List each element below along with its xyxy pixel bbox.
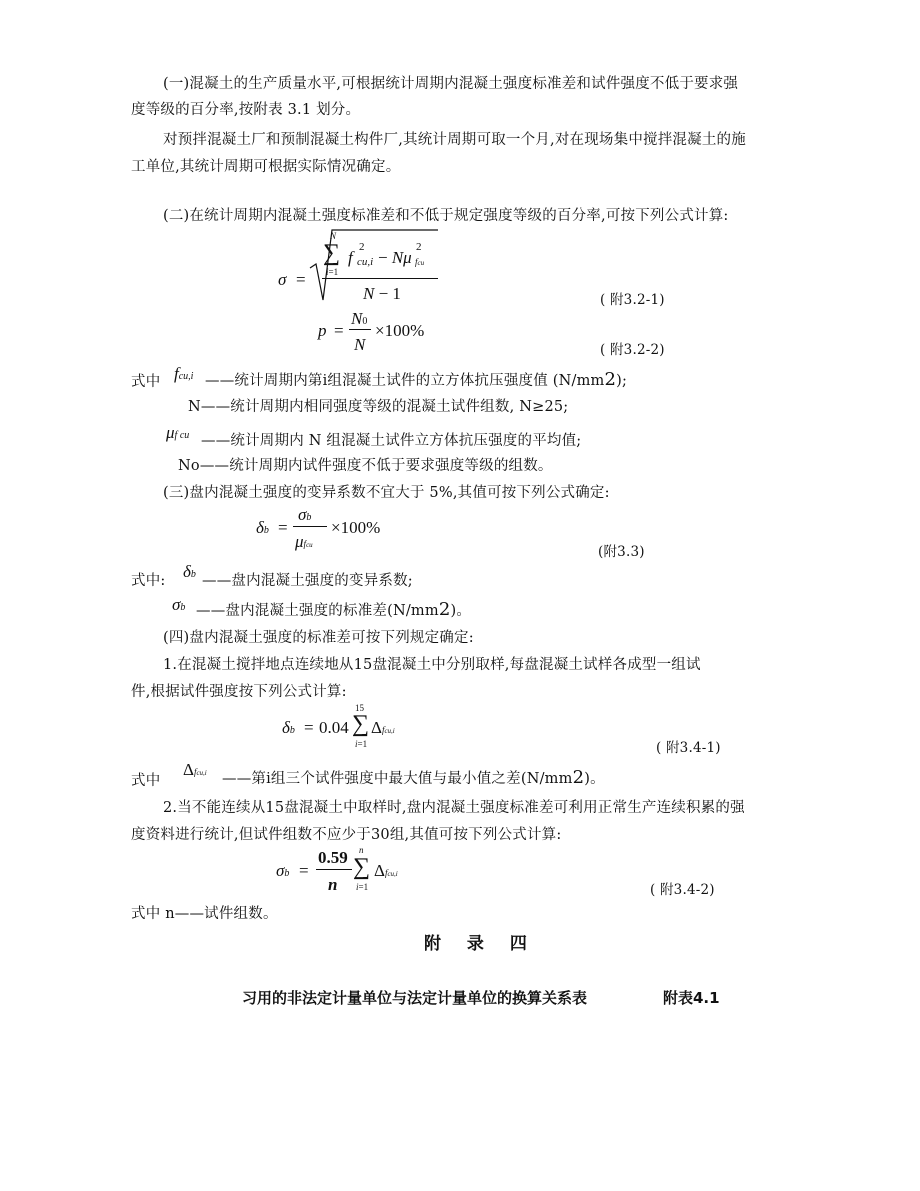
table-title: 习用的非法定计量单位与法定计量单位的换算关系表 <box>242 989 588 1007</box>
definition-prefix-2: 式中: <box>131 573 166 589</box>
paragraph-4: (三)盘内混凝土强度的变异系数不宜大于 5%,其值可按下列公式确定: <box>163 485 610 501</box>
equation-label-3-4-1: ( 附3.4-1) <box>656 740 721 756</box>
definition-N: N——统计周期内相同强度等级的混凝土试件组数, N≥25; <box>188 399 569 415</box>
equation-label-3-3: (附3.3) <box>598 544 645 560</box>
equation-label-3-2-1: ( 附3.2-1) <box>600 292 665 308</box>
table-number: 附表4.1 <box>663 989 720 1007</box>
paragraph-6-line-1: 1.在混凝土搅拌地点连续地从15盘混凝土中分别取样,每盘混凝土试样各成型一组试 <box>163 657 701 673</box>
definition-n: 式中 n——试件组数。 <box>131 906 278 922</box>
paragraph-1-line-1: (一)混凝土的生产质量水平,可根据统计周期内混凝土强度标准差和试件强度不低于要求强 <box>163 76 739 92</box>
definition-N0: No——统计周期内试件强度不低于要求强度等级的组数。 <box>178 458 553 474</box>
equation-label-3-2-2: ( 附3.2-2) <box>600 342 665 358</box>
paragraph-7-line-2: 度资料进行统计,但试件组数不应少于30组,其值可按下列公式计算: <box>131 827 562 843</box>
symbol-delta-b: δb <box>183 562 196 581</box>
appendix-title: 附 录 四 <box>424 934 537 954</box>
paragraph-3: (二)在统计周期内混凝土强度标准差和不低于规定强度等级的百分率,可按下列公式计算: <box>163 208 729 224</box>
paragraph-2-line-1: 对预拌混凝土厂和预制混凝土构件厂,其统计周期可取一个月,对在现场集中搅拌混凝土的施 <box>163 132 746 148</box>
symbol-fcu-i: fcu,i <box>174 364 194 383</box>
definition-prefix-1: 式中 <box>131 374 161 390</box>
symbol-mu-fcu: μf cu <box>166 423 190 442</box>
paragraph-7-line-1: 2.当不能连续从15盘混凝土中取样时,盘内混凝土强度标准差可利用正常生产连续积累的强 <box>163 800 745 816</box>
definition-fcu: ——统计周期内第i组混凝土试件的立方体抗压强度值 (N/mm2); <box>205 369 628 390</box>
symbol-sigma-b: σb <box>172 595 186 614</box>
definition-sigma-b: ——盘内混凝土强度的标准差(N/mm2)。 <box>196 599 472 620</box>
paragraph-6-line-2: 件,根据试件强度按下列公式计算: <box>131 684 347 700</box>
paragraph-1-line-2: 度等级的百分率,按附表 3.1 划分。 <box>131 102 361 118</box>
paragraph-5: (四)盘内混凝土强度的标准差可按下列规定确定: <box>163 630 474 646</box>
definition-Delta: ——第i组三个试件强度中最大值与最小值之差(N/mm2)。 <box>222 767 605 788</box>
definition-delta: ——盘内混凝土强度的变异系数; <box>202 573 413 589</box>
paragraph-2-line-2: 工单位,其统计周期可根据实际情况确定。 <box>131 159 401 175</box>
definition-mu: ——统计周期内 N 组混凝土试件立方体抗压强度的平均值; <box>201 433 582 449</box>
equation-label-3-4-2: ( 附3.4-2) <box>650 882 715 898</box>
definition-prefix-3: 式中 <box>131 773 161 789</box>
symbol-Delta-fcu-i: Δfcu,i <box>183 760 207 779</box>
